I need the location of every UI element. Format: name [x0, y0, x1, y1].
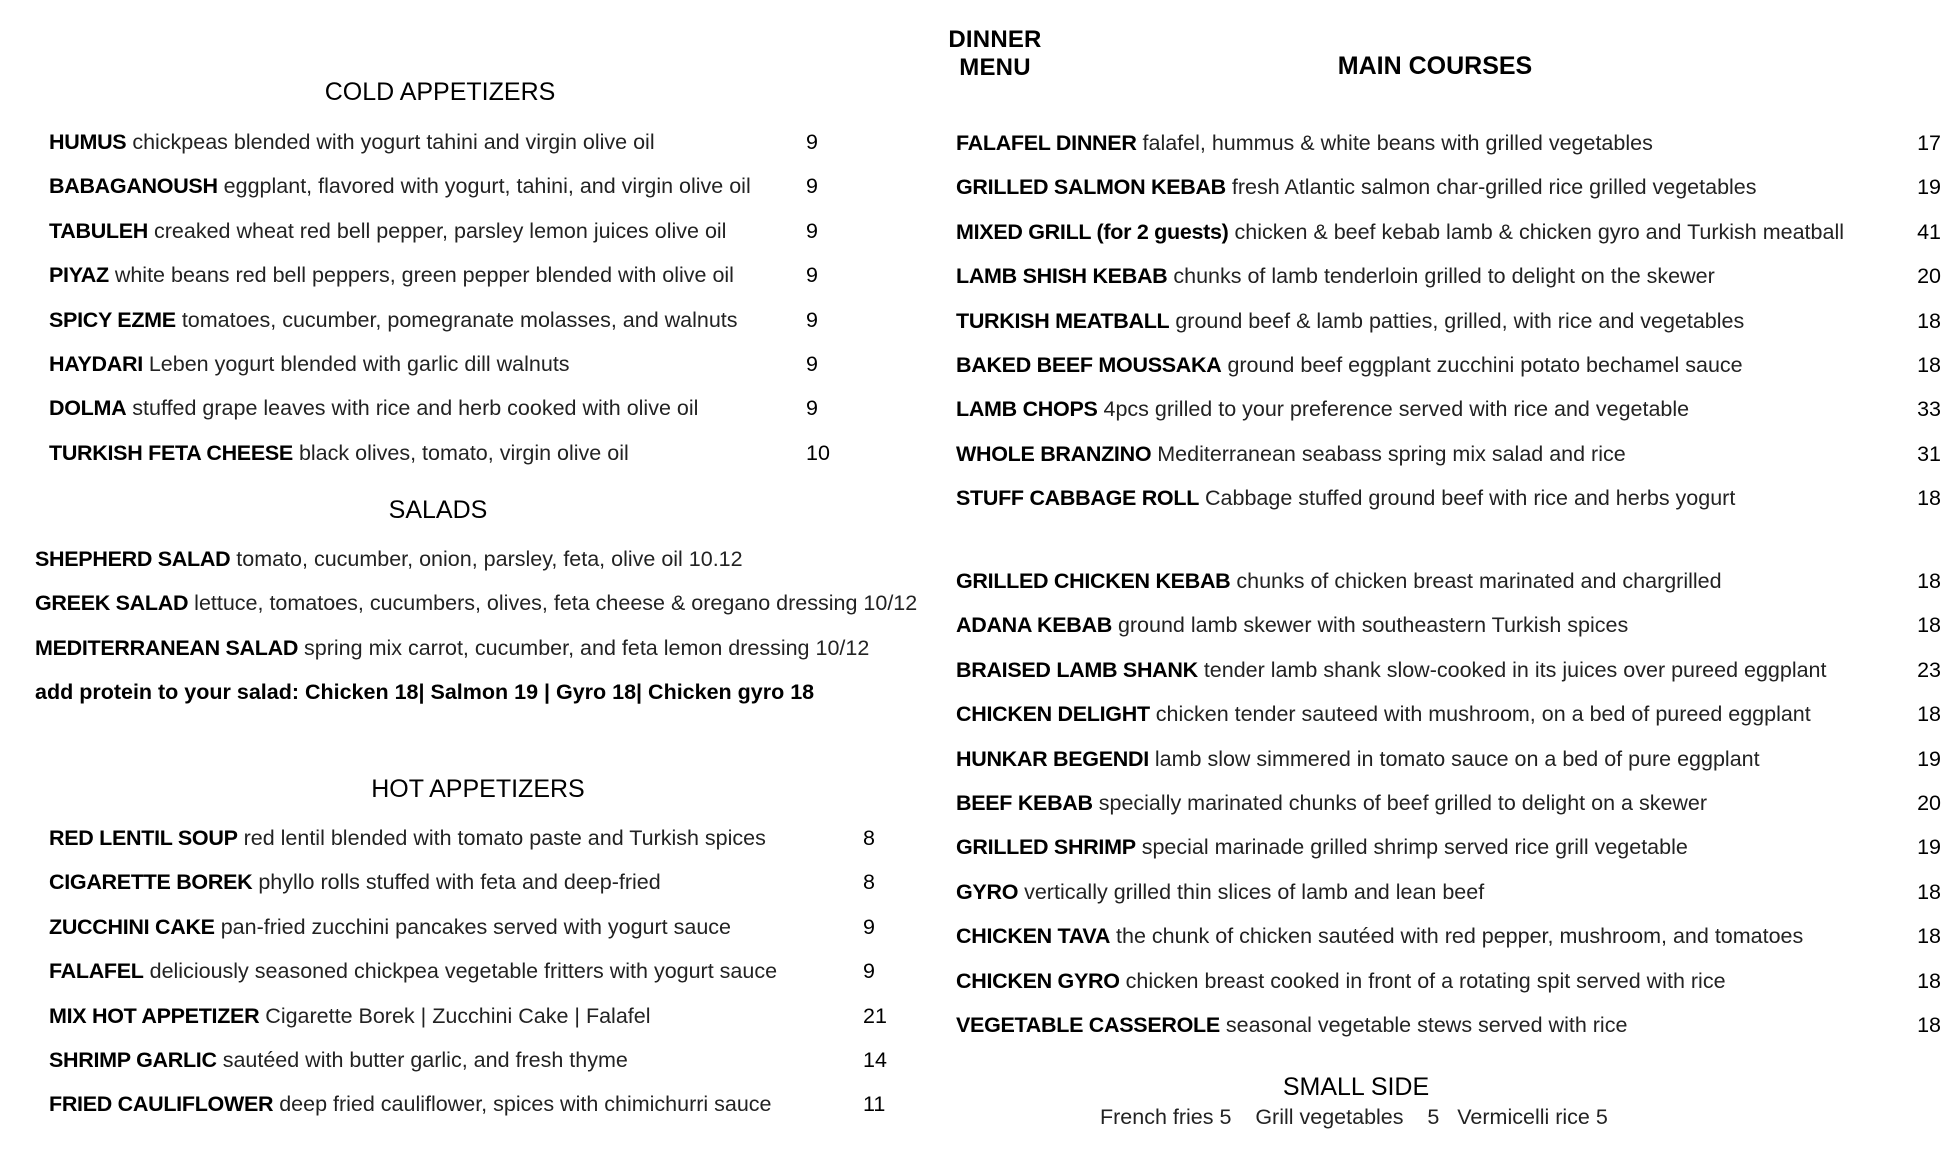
- menu-item: [956, 825, 1941, 869]
- item-price: 23: [1917, 657, 1941, 682]
- menu-item: [49, 342, 849, 386]
- item-name: CHICKEN DELIGHT: [956, 702, 1150, 727]
- menu-item: [956, 210, 1941, 254]
- item-price: 41: [1917, 219, 1941, 244]
- item-name: MIXED GRILL (for 2 guests): [956, 219, 1229, 244]
- menu-item: [956, 343, 1941, 387]
- item-name: GYRO: [956, 879, 1019, 904]
- item-description: spring mix carrot, cucumber, and feta lemon dressing 10/12: [298, 635, 870, 660]
- menu-item: [49, 431, 849, 475]
- item-description: ground lamb skewer with southeastern Turkish spices: [1111, 613, 1629, 638]
- item-name: BAKED BEEF MOUSSAKA: [956, 352, 1222, 377]
- menu-item: [49, 1038, 887, 1082]
- menu-item: [956, 781, 1941, 825]
- item-price: 18: [1917, 879, 1941, 904]
- item-description: Leben yogurt blended with garlic dill walnuts: [142, 351, 570, 376]
- item-price: 18: [1917, 308, 1941, 333]
- menu-item: [956, 692, 1941, 736]
- item-price: 9: [863, 959, 875, 984]
- item-description: phyllo rolls stuffed with feta and deep-fried: [252, 870, 661, 895]
- item-price: 18: [1917, 924, 1941, 949]
- item-description: stuffed grape leaves with rice and herb cooked with olive oil: [126, 396, 699, 421]
- menu-item: [956, 121, 1941, 165]
- item-name: LAMB CHOPS: [956, 397, 1098, 422]
- item-description: lettuce, tomatoes, cucumbers, olives, feta cheese & oregano dressing 10/12: [188, 591, 918, 616]
- menu-item: [956, 870, 1941, 914]
- item-description: pan-fried zucchini pancakes served with yogurt sauce: [214, 914, 731, 939]
- item-description: chunks of chicken breast marinated and chargrilled: [1230, 569, 1722, 593]
- item-name: ZUCCHINI CAKE: [49, 914, 215, 939]
- item-description: sautéed with butter garlic, and fresh thyme: [216, 1047, 628, 1072]
- item-name: TURKISH FETA CHEESE: [49, 440, 293, 465]
- menu-item: [49, 164, 849, 208]
- menu-item: [956, 432, 1941, 476]
- menu-item: [956, 603, 1941, 647]
- item-description: 4pcs grilled to your preference served with rice and vegetable: [1097, 397, 1690, 422]
- menu-item: [956, 959, 1941, 1003]
- menu-item: [35, 581, 918, 625]
- item-description: ground beef & lamb patties, grilled, with rice and vegetables: [1169, 308, 1745, 333]
- item-name: HUMUS: [49, 130, 127, 154]
- item-description: lamb slow simmered in tomato sauce on a bed of pure eggplant: [1148, 746, 1760, 771]
- item-price: 9: [806, 396, 818, 421]
- item-price: 18: [1917, 486, 1941, 511]
- item-name: GREEK SALAD: [35, 591, 189, 616]
- hot-appetizers-list: [49, 816, 887, 1127]
- item-description: deliciously seasoned chickpea vegetable fritters with yogurt sauce: [143, 959, 778, 984]
- item-name: GRILLED SHRIMP: [956, 835, 1136, 860]
- item-name: SHRIMP GARLIC: [49, 1047, 217, 1072]
- item-description: seasonal vegetable stews served with rice: [1219, 1012, 1628, 1037]
- menu-item: [956, 737, 1941, 781]
- menu-item: [49, 209, 849, 253]
- small-side-items: French fries 5 Grill vegetables 5 Vermicelli rice 5: [1100, 1105, 1608, 1129]
- item-name: HUNKAR BEGENDI: [956, 746, 1149, 771]
- item-price: 19: [1917, 175, 1941, 200]
- item-name: MEDITERRANEAN SALAD: [35, 635, 299, 660]
- item-description: white beans red bell peppers, green pepper blended with olive oil: [108, 263, 734, 288]
- item-price: 14: [863, 1047, 887, 1072]
- menu-item: [956, 914, 1941, 958]
- item-name: BRAISED LAMB SHANK: [956, 657, 1198, 682]
- menu-title: DINNER MENU: [948, 26, 1042, 81]
- salad-protein-options: [35, 670, 915, 714]
- item-name: MIX HOT APPETIZER: [49, 1003, 260, 1028]
- item-name: VEGETABLE CASSEROLE: [956, 1012, 1220, 1037]
- item-description: vertically grilled thin slices of lamb and lean beef: [1018, 879, 1485, 904]
- cold-appetizers-list: [49, 120, 849, 475]
- menu-item: [49, 905, 875, 949]
- cold-appetizers-heading: COLD APPETIZERS: [324, 78, 556, 106]
- item-description: tomato, cucumber, onion, parsley, feta, olive oil 10.12: [230, 547, 743, 571]
- item-description: black olives, tomato, virgin olive oil: [292, 440, 629, 465]
- item-price: 19: [1917, 746, 1941, 771]
- item-description: red lentil blended with tomato paste and Turkish spices: [237, 826, 766, 850]
- menu-item: [35, 537, 915, 581]
- menu-item: [49, 253, 849, 297]
- item-description: fresh Atlantic salmon char-grilled rice grilled vegetables: [1225, 175, 1757, 200]
- menu-item: [956, 559, 1941, 603]
- item-name: DOLMA: [49, 396, 127, 421]
- small-side-heading: SMALL SIDE: [1282, 1073, 1430, 1101]
- main-courses-list: [956, 121, 1941, 521]
- item-description: tomatoes, cucumber, pomegranate molasses, and walnuts: [175, 307, 738, 332]
- menu-item: [35, 626, 915, 670]
- item-price: 18: [1917, 702, 1941, 727]
- item-price: 31: [1917, 441, 1941, 466]
- item-price: 20: [1917, 790, 1941, 815]
- item-price: 33: [1917, 397, 1941, 422]
- menu-item: [49, 1082, 886, 1126]
- menu-item: [956, 165, 1941, 209]
- item-price: 18: [1917, 613, 1941, 638]
- item-price: 10: [806, 440, 830, 465]
- item-price: 9: [806, 174, 818, 199]
- item-price: 18: [1917, 1012, 1941, 1037]
- item-name: STUFF CABBAGE ROLL: [956, 486, 1200, 511]
- item-price: 9: [806, 218, 818, 243]
- menu-item: [956, 299, 1941, 343]
- item-name: SPICY EZME: [49, 307, 176, 332]
- item-name: SHEPHERD SALAD: [35, 547, 231, 571]
- item-description: Cigarette Borek | Zucchini Cake | Falafel: [259, 1003, 651, 1028]
- item-price: 9: [863, 914, 875, 939]
- item-name: GRILLED CHICKEN KEBAB: [956, 569, 1231, 593]
- item-name: TABULEH: [49, 218, 149, 243]
- item-price: 9: [806, 351, 818, 376]
- item-name: PIYAZ: [49, 263, 109, 288]
- item-description: the chunk of chicken sautéed with red pepper, mushroom, and tomatoes: [1110, 924, 1804, 949]
- item-price: 18: [1917, 569, 1941, 593]
- item-name: FRIED CAULIFLOWER: [49, 1092, 274, 1117]
- item-name: RED LENTIL SOUP: [49, 826, 238, 850]
- menu-item: [49, 120, 849, 164]
- item-price: 17: [1917, 131, 1941, 155]
- item-description: tender lamb shank slow-cooked in its juices over pureed eggplant: [1197, 657, 1827, 682]
- menu-item: [49, 949, 875, 993]
- item-description: specially marinated chunks of beef grilled to delight on a skewer: [1092, 790, 1708, 815]
- item-price: 9: [806, 130, 818, 154]
- item-name: FALAFEL DINNER: [956, 131, 1137, 155]
- menu-item: [956, 387, 1941, 431]
- menu-item: [49, 298, 849, 342]
- item-name: BABAGANOUSH: [49, 174, 218, 199]
- salads-list: [35, 537, 918, 715]
- salads-heading: SALADS: [388, 496, 488, 524]
- item-description: ground beef eggplant zucchini potato bechamel sauce: [1221, 352, 1743, 377]
- item-price: 9: [806, 307, 818, 332]
- main-courses-heading: MAIN COURSES: [1337, 52, 1533, 80]
- item-name: GRILLED SALMON KEBAB: [956, 175, 1226, 200]
- item-price: 21: [863, 1003, 887, 1028]
- item-price: 9: [806, 263, 818, 288]
- item-description: chunks of lamb tenderloin grilled to delight on the skewer: [1167, 264, 1715, 289]
- item-price: 8: [863, 870, 875, 895]
- item-description: falafel, hummus & white beans with grilled vegetables: [1136, 131, 1653, 155]
- item-description: chicken breast cooked in front of a rotating spit served with rice: [1119, 968, 1726, 993]
- item-price: 20: [1917, 264, 1941, 289]
- item-name: BEEF KEBAB: [956, 790, 1093, 815]
- item-name: CIGARETTE BOREK: [49, 870, 253, 895]
- menu-item: [956, 648, 1941, 692]
- menu-item: [49, 386, 849, 430]
- item-description: eggplant, flavored with yogurt, tahini, and virgin olive oil: [217, 174, 751, 199]
- menu-item: [956, 476, 1941, 520]
- item-description: chickpeas blended with yogurt tahini and virgin olive oil: [126, 130, 655, 154]
- item-description: creaked wheat red bell pepper, parsley lemon juices olive oil: [148, 218, 727, 243]
- item-name: CHICKEN GYRO: [956, 968, 1120, 993]
- menu-item: [49, 994, 887, 1038]
- menu-item: [49, 816, 875, 860]
- hot-appetizers-heading: HOT APPETIZERS: [371, 775, 585, 803]
- menu-item: [49, 860, 875, 904]
- item-price: 18: [1917, 968, 1941, 993]
- item-description: Mediterranean seabass spring mix salad and rice: [1151, 441, 1626, 466]
- item-description: Cabbage stuffed ground beef with rice and herbs yogurt: [1199, 486, 1736, 511]
- item-price: 8: [863, 826, 875, 850]
- item-description: special marinade grilled shrimp served rice grill vegetable: [1135, 835, 1688, 860]
- menu-item: [956, 254, 1941, 298]
- item-description: deep fried cauliflower, spices with chimichurri sauce: [273, 1092, 772, 1117]
- item-price: 18: [1917, 352, 1941, 377]
- item-name: TURKISH MEATBALL: [956, 308, 1170, 333]
- item-description: chicken & beef kebab lamb & chicken gyro and Turkish meatball: [1228, 219, 1845, 244]
- item-name: HAYDARI: [49, 351, 143, 376]
- item-name: ADANA KEBAB: [956, 613, 1112, 638]
- item-name: CHICKEN TAVA: [956, 924, 1111, 949]
- item-price: 11: [863, 1092, 886, 1117]
- main-courses-list-2: [956, 559, 1941, 1047]
- salad-protein-text: add protein to your salad: Chicken 18| Salmon 19 | Gyro 18| Chicken gyro 18: [35, 680, 815, 705]
- item-description: chicken tender sauteed with mushroom, on a bed of pureed eggplant: [1149, 702, 1811, 727]
- menu-item: [956, 1003, 1941, 1047]
- item-name: LAMB SHISH KEBAB: [956, 264, 1168, 289]
- item-price: 19: [1917, 835, 1941, 860]
- item-name: WHOLE BRANZINO: [956, 441, 1152, 466]
- item-name: FALAFEL: [49, 959, 144, 984]
